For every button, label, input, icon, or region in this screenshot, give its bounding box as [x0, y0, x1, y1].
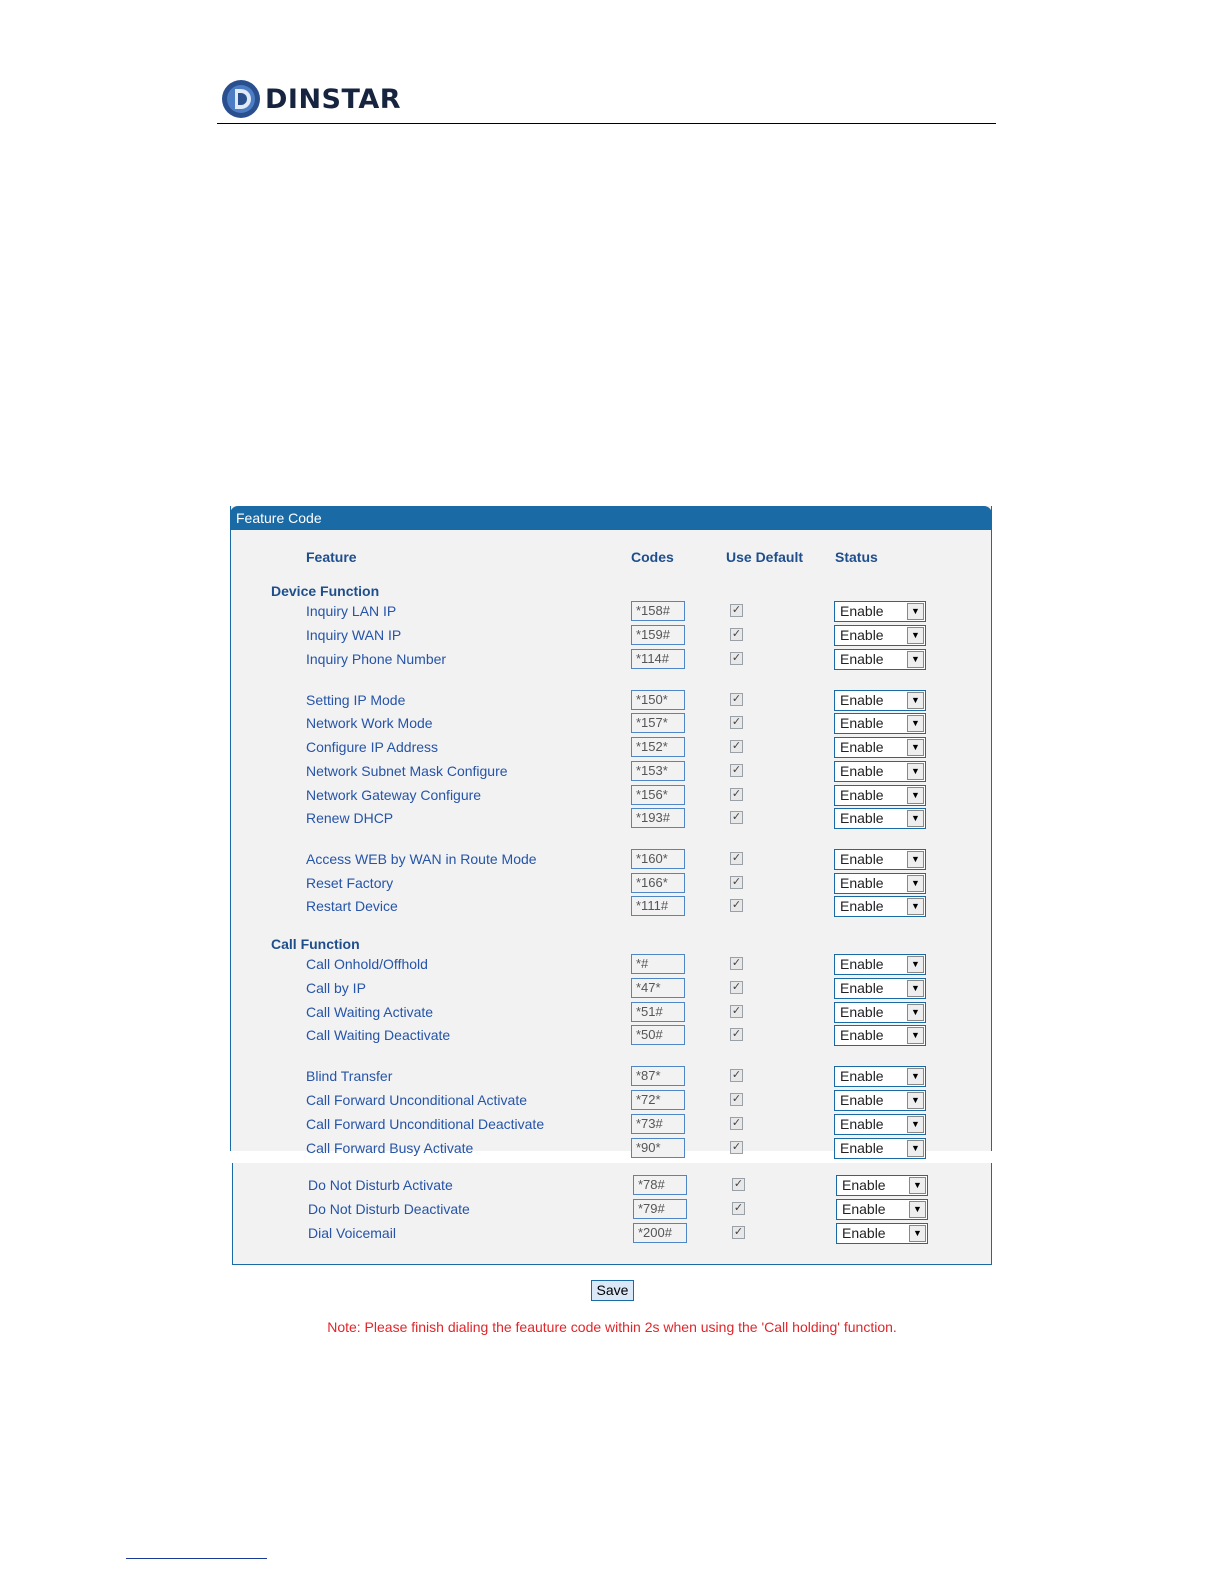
status-select-value: Enable: [840, 603, 884, 619]
feature-row: [2, 1199, 1224, 1221]
dinstar-logo-icon: [221, 79, 261, 119]
feature-label: Setting IP Mode: [306, 692, 406, 708]
column-header-feature: Feature: [306, 549, 357, 565]
status-select-value: Enable: [840, 1140, 884, 1156]
chevron-down-icon[interactable]: ▼: [907, 1068, 924, 1085]
dinstar-logo: [221, 78, 401, 120]
feature-label: Inquiry Phone Number: [306, 651, 447, 667]
chevron-down-icon[interactable]: ▼: [907, 1116, 924, 1133]
chevron-down-icon[interactable]: ▼: [907, 627, 924, 644]
chevron-down-icon[interactable]: ▼: [907, 1027, 924, 1044]
status-select[interactable]: [834, 954, 926, 975]
status-select-value: Enable: [842, 1177, 886, 1193]
feature-row: [0, 737, 1224, 759]
status-select[interactable]: [834, 737, 926, 758]
feature-code-input[interactable]: *111#: [631, 896, 685, 916]
chevron-down-icon[interactable]: ▼: [907, 739, 924, 756]
use-default-checkbox[interactable]: ✓: [731, 1028, 742, 1040]
feature-code-input[interactable]: *153*: [631, 761, 685, 781]
feature-label: Reset Factory: [306, 875, 394, 891]
use-default-checkbox[interactable]: ✓: [731, 764, 742, 776]
status-select-value: Enable: [840, 980, 884, 996]
status-select[interactable]: [834, 896, 926, 917]
feature-label: Call Forward Busy Activate: [306, 1140, 474, 1156]
status-select[interactable]: [834, 713, 926, 734]
chevron-down-icon[interactable]: ▼: [907, 1004, 924, 1021]
feature-code-input[interactable]: *72*: [631, 1090, 685, 1110]
status-select[interactable]: [836, 1223, 928, 1244]
feature-label: Call Onhold/Offhold: [306, 956, 428, 972]
use-default-checkbox[interactable]: ✓: [731, 1069, 742, 1081]
use-default-checkbox[interactable]: ✓: [731, 1141, 742, 1153]
status-select-value: Enable: [840, 763, 884, 779]
feature-code-input[interactable]: *158#: [631, 601, 685, 621]
feature-row: [0, 978, 1224, 1000]
status-select-value: Enable: [840, 627, 884, 643]
use-default-checkbox[interactable]: ✓: [731, 652, 742, 664]
column-header-status: Status: [835, 549, 878, 565]
feature-code-input[interactable]: *160*: [631, 849, 685, 869]
status-select[interactable]: [834, 1066, 926, 1087]
chevron-down-icon[interactable]: ▼: [907, 956, 924, 973]
chevron-down-icon[interactable]: ▼: [907, 851, 924, 868]
status-select[interactable]: [834, 849, 926, 870]
section-device-function: Device Function: [271, 583, 380, 599]
chevron-down-icon[interactable]: ▼: [907, 715, 924, 732]
feature-row: [0, 761, 1224, 783]
feature-label: Call Waiting Deactivate: [306, 1027, 451, 1043]
feature-label: Dial Voicemail: [308, 1225, 396, 1241]
use-default-checkbox[interactable]: ✓: [731, 981, 742, 993]
feature-row: [0, 1025, 1224, 1047]
feature-row: [0, 808, 1224, 830]
column-header-codes: Codes: [631, 549, 674, 565]
feature-label: Access WEB by WAN in Route Mode: [306, 851, 537, 867]
feature-label: Inquiry LAN IP: [306, 603, 397, 619]
feature-row: [2, 1223, 1224, 1245]
status-select[interactable]: [836, 1199, 928, 1220]
feature-row: [0, 1002, 1224, 1024]
status-select[interactable]: [834, 785, 926, 806]
status-select-value: Enable: [840, 787, 884, 803]
status-select-value: Enable: [840, 898, 884, 914]
feature-row: [0, 1114, 1224, 1136]
use-default-checkbox[interactable]: ✓: [731, 693, 742, 705]
status-select-value: Enable: [840, 1027, 884, 1043]
status-select[interactable]: [834, 601, 926, 622]
status-select-value: Enable: [840, 851, 884, 867]
feature-code-input[interactable]: *90*: [631, 1138, 685, 1158]
status-select-value: Enable: [840, 1092, 884, 1108]
feature-code-input[interactable]: *78#: [633, 1175, 687, 1195]
feature-code-input[interactable]: *87*: [631, 1066, 685, 1086]
feature-code-input[interactable]: *50#: [631, 1025, 685, 1045]
status-select-value: Enable: [840, 692, 884, 708]
chevron-down-icon[interactable]: ▼: [907, 787, 924, 804]
feature-row: [0, 954, 1224, 976]
chevron-down-icon[interactable]: ▼: [907, 1092, 924, 1109]
status-select-value: Enable: [840, 1116, 884, 1132]
use-default-checkbox[interactable]: ✓: [731, 876, 742, 888]
chevron-down-icon[interactable]: ▼: [907, 1140, 924, 1157]
use-default-checkbox[interactable]: ✓: [733, 1226, 744, 1238]
feature-row: [0, 649, 1224, 671]
feature-row: [0, 849, 1224, 871]
chevron-down-icon[interactable]: ▼: [909, 1177, 926, 1194]
status-select-value: Enable: [840, 715, 884, 731]
feature-label: Call by IP: [306, 980, 366, 996]
feature-label: Blind Transfer: [306, 1068, 393, 1084]
logo-text: DINSTAR: [265, 83, 402, 115]
chevron-down-icon[interactable]: ▼: [907, 980, 924, 997]
use-default-checkbox[interactable]: ✓: [731, 788, 742, 800]
use-default-checkbox[interactable]: ✓: [731, 716, 742, 728]
use-default-checkbox[interactable]: ✓: [733, 1178, 744, 1190]
feature-code-input[interactable]: *152*: [631, 737, 685, 757]
feature-label: Call Forward Unconditional Activate: [306, 1092, 527, 1108]
feature-code-input[interactable]: *193#: [631, 808, 685, 828]
chevron-down-icon[interactable]: ▼: [907, 763, 924, 780]
status-select[interactable]: [834, 1138, 926, 1159]
use-default-checkbox[interactable]: ✓: [733, 1202, 744, 1214]
feature-label: Call Forward Unconditional Deactivate: [306, 1116, 545, 1132]
feature-label: Renew DHCP: [306, 810, 394, 826]
feature-label: Do Not Disturb Activate: [308, 1177, 453, 1193]
status-select[interactable]: [836, 1175, 928, 1196]
status-select[interactable]: [834, 978, 926, 999]
feature-code-input[interactable]: *51#: [631, 1002, 685, 1022]
feature-row: [0, 1090, 1224, 1112]
use-default-checkbox[interactable]: ✓: [731, 1117, 742, 1129]
chevron-down-icon[interactable]: ▼: [907, 810, 924, 827]
status-select-value: Enable: [840, 1004, 884, 1020]
chevron-down-icon[interactable]: ▼: [909, 1225, 926, 1242]
use-default-checkbox[interactable]: ✓: [731, 740, 742, 752]
feature-code-input[interactable]: *114#: [631, 649, 685, 669]
use-default-checkbox[interactable]: ✓: [731, 957, 742, 969]
footer-link-underline: [126, 1558, 267, 1559]
chevron-down-icon[interactable]: ▼: [907, 692, 924, 709]
status-select[interactable]: [834, 690, 926, 711]
status-select[interactable]: [834, 625, 926, 646]
feature-code-input[interactable]: *166*: [631, 873, 685, 893]
feature-row: [0, 873, 1224, 895]
header-divider: [217, 123, 996, 124]
feature-code-input[interactable]: *159#: [631, 625, 685, 645]
status-select[interactable]: [834, 649, 926, 670]
feature-code-input[interactable]: *#: [631, 954, 685, 974]
status-select[interactable]: [834, 873, 926, 894]
feature-label: Do Not Disturb Deactivate: [308, 1201, 470, 1217]
chevron-down-icon[interactable]: ▼: [909, 1201, 926, 1218]
feature-row: [0, 601, 1224, 623]
status-select-value: Enable: [840, 956, 884, 972]
feature-label: Inquiry WAN IP: [306, 627, 402, 643]
use-default-checkbox[interactable]: ✓: [731, 628, 742, 640]
feature-label: Call Waiting Activate: [306, 1004, 434, 1020]
status-select[interactable]: [834, 761, 926, 782]
chevron-down-icon[interactable]: ▼: [907, 603, 924, 620]
use-default-checkbox[interactable]: ✓: [731, 899, 742, 911]
feature-row: [2, 1175, 1224, 1197]
feature-row: [0, 785, 1224, 807]
column-header-use-default: Use Default: [726, 549, 804, 565]
feature-label: Network Subnet Mask Configure: [306, 763, 508, 779]
status-select-value: Enable: [840, 1068, 884, 1084]
panel-title: Feature Code: [230, 506, 992, 530]
feature-row: [0, 1066, 1224, 1088]
feature-label: Network Work Mode: [306, 715, 433, 731]
feature-code-input[interactable]: *79#: [633, 1199, 687, 1219]
status-select[interactable]: [834, 1025, 926, 1046]
save-button[interactable]: Save: [591, 1280, 634, 1301]
feature-row: [0, 625, 1224, 647]
feature-label: Restart Device: [306, 898, 398, 914]
use-default-checkbox[interactable]: ✓: [731, 1093, 742, 1105]
use-default-checkbox[interactable]: ✓: [731, 811, 742, 823]
feature-code-input[interactable]: *150*: [631, 690, 685, 710]
use-default-checkbox[interactable]: ✓: [731, 852, 742, 864]
chevron-down-icon[interactable]: ▼: [907, 651, 924, 668]
chevron-down-icon[interactable]: ▼: [907, 875, 924, 892]
feature-code-input[interactable]: *47*: [631, 978, 685, 998]
feature-code-input[interactable]: *157*: [631, 713, 685, 733]
status-select-value: Enable: [840, 875, 884, 891]
status-select[interactable]: [834, 1114, 926, 1135]
feature-code-input[interactable]: *156*: [631, 785, 685, 805]
status-select-value: Enable: [842, 1201, 886, 1217]
feature-row: [0, 690, 1224, 712]
feature-row: [0, 896, 1224, 918]
chevron-down-icon[interactable]: ▼: [907, 898, 924, 915]
feature-label: Configure IP Address: [306, 739, 439, 755]
status-select[interactable]: [834, 1002, 926, 1023]
feature-label: Network Gateway Configure: [306, 787, 482, 803]
feature-code-input[interactable]: *200#: [633, 1223, 687, 1243]
status-select-value: Enable: [842, 1225, 886, 1241]
feature-row: [0, 713, 1224, 735]
status-select-value: Enable: [840, 810, 884, 826]
use-default-checkbox[interactable]: ✓: [731, 604, 742, 616]
status-select[interactable]: [834, 1090, 926, 1111]
feature-row: [0, 1138, 1224, 1160]
feature-code-input[interactable]: *73#: [631, 1114, 685, 1134]
status-select-value: Enable: [840, 739, 884, 755]
use-default-checkbox[interactable]: ✓: [731, 1005, 742, 1017]
section-call-function: Call Function: [271, 936, 360, 952]
note-text: Note: Please finish dialing the feauture code within 2s when using the 'Call holding' function.: [327, 1319, 897, 1335]
status-select[interactable]: [834, 808, 926, 829]
status-select-value: Enable: [840, 651, 884, 667]
